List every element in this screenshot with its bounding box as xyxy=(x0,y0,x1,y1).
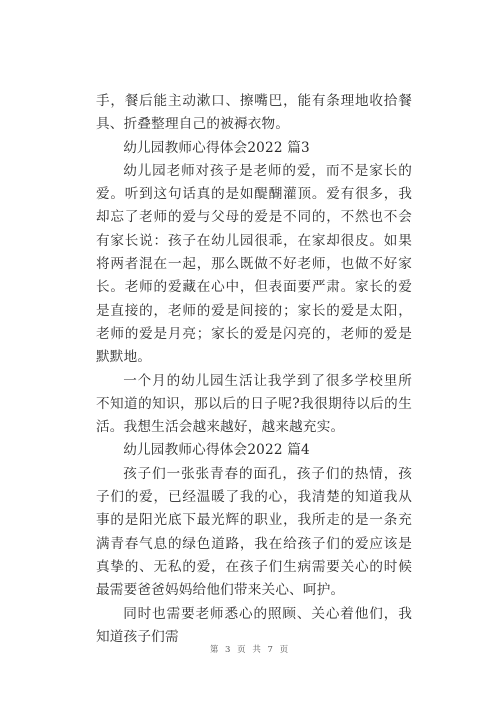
paragraph: 一个月的幼儿园生活让我学到了很多学校里所不知道的知识，那以后的日子呢?我很期待以后的生活。我想生活会越来越好，越来越充实。 xyxy=(96,372,412,436)
section-heading-4: 幼儿园教师心得体会2022 篇4 xyxy=(123,442,310,459)
paragraph: 同时也需要老师悉心的照顾、关心着他们，我知道孩子们需 xyxy=(96,605,412,645)
paragraph-continuation: 手，餐后能主动漱口、擦嘴巴，能有条理地收拾餐具、折叠整理自己的被褥衣物。 xyxy=(96,93,412,133)
paragraph: 孩子们一张张青春的面孔，孩子们的热情，孩子们的爱，已经温暖了我的心，我清楚的知道我从事的是阳光底下最光辉的职业，我所走的是一条充满青春气息的绿色道路，我在给孩子们的爱应该是真挚的、无私的爱，在孩子们生病需要关心的时候最需要爸爸妈妈给他们带来关心、呵护。 xyxy=(96,465,412,599)
page-number: 第 3 页 共 7 页 xyxy=(209,645,291,655)
section-heading-3: 幼儿园教师心得体会2022 篇3 xyxy=(123,139,310,156)
document-body xyxy=(96,90,412,649)
paragraph: 幼儿园老师对孩子是老师的爱，而不是家长的爱。听到这句话真的是如醍醐灌顶。爱有很多，我却忘了老师的爱与父母的爱是不同的，不然也不会有家长说：孩子在幼儿园很乖，在家却很皮。如果将两者混在一起，那么既做不好老师，也做不好家长。老师的爱藏在心中，但表面要严肃。家长的爱是直接的，老师的爱是间接的；家长的爱是太阳，老师的爱是月亮；家长的爱是闪亮的，老师的爱是默默地。 xyxy=(96,162,412,366)
